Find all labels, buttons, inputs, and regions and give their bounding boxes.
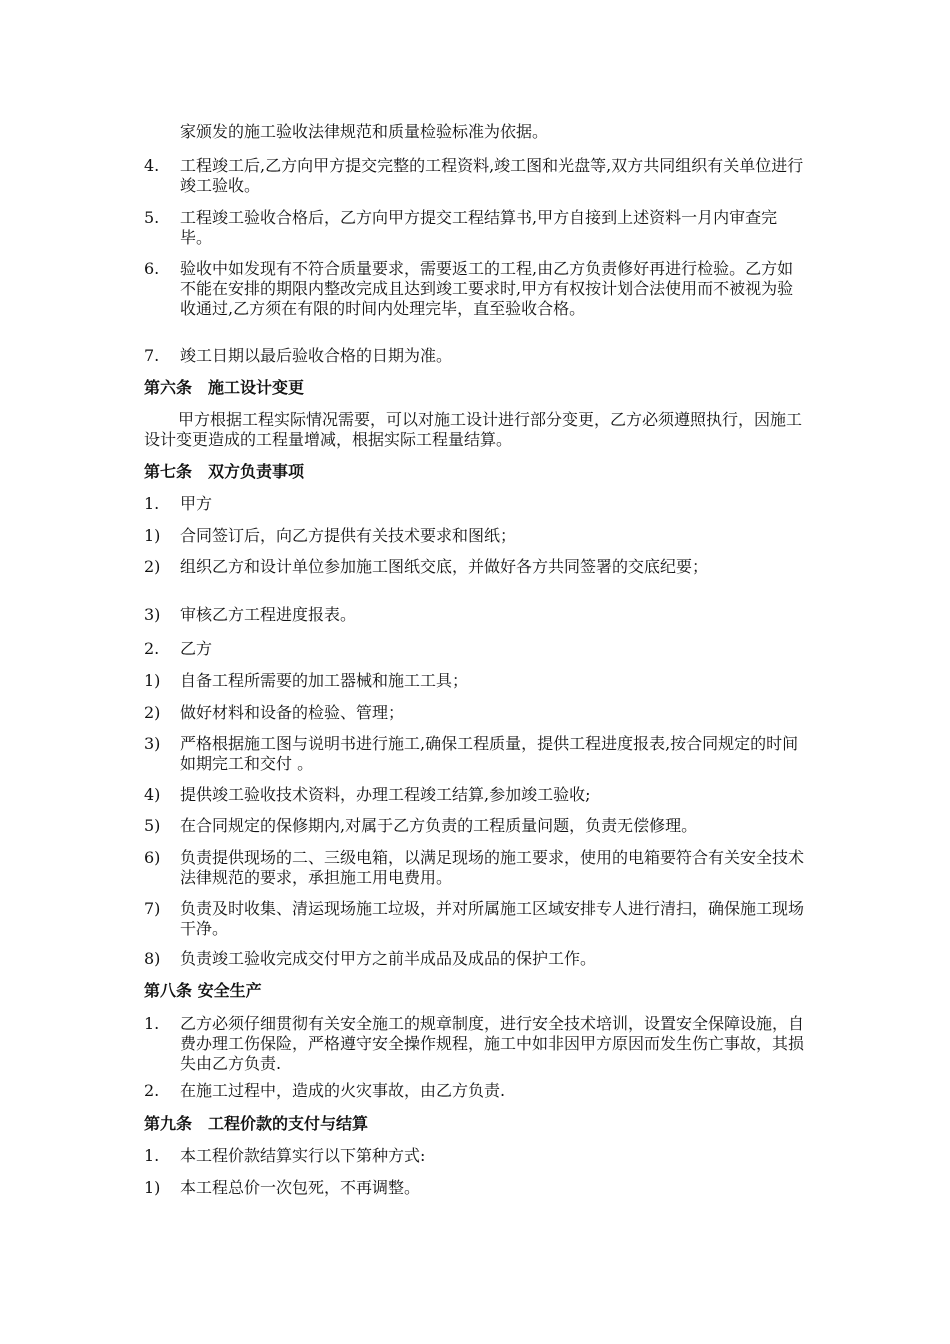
item-text: 工程竣工后,乙方向甲方提交完整的工程资料,竣工图和光盘等,双方共同组织有关单位进行竣工验收。 <box>180 156 804 195</box>
list-item <box>144 259 804 319</box>
item-number: 7. <box>144 346 160 365</box>
item-number: 2. <box>144 639 160 658</box>
item-number: 6) <box>144 848 161 867</box>
list-item <box>144 1081 804 1101</box>
item-number: 5. <box>144 208 160 227</box>
item-text: 乙方 <box>180 639 213 658</box>
item-number: 2) <box>144 703 161 722</box>
list-item <box>144 156 804 196</box>
list-item <box>144 816 804 836</box>
item-number: 1. <box>144 1014 160 1033</box>
list-item <box>144 848 804 888</box>
item-text: 负责竣工验收完成交付甲方之前半成品及成品的保护工作。 <box>180 949 597 968</box>
item-text: 审核乙方工程进度报表。 <box>180 605 357 624</box>
item-text: 验收中如发现有不符合质量要求，需要返工的工程,由乙方负责修好再进行检验。乙方如不能在安排的期限内整改完成且达到竣工要求时,甲方有权按计划合法使用而不被视为验收通过,乙方须在有限的时间内处理完毕，直至验收合格。 <box>180 259 794 318</box>
item-number: 2) <box>144 557 161 576</box>
section-heading: 第八条 安全生产 <box>144 981 262 1000</box>
item-number: 1) <box>144 671 161 690</box>
item-number: 2. <box>144 1081 160 1100</box>
section-paragraph: 甲方根据工程实际情况需要，可以对施工设计进行部分变更，乙方必须遵照执行，因施工设计变更造成的工程量增减，根据实际工程量结算。 <box>144 410 803 449</box>
item-number: 4. <box>144 156 160 175</box>
item-number: 1. <box>144 494 160 513</box>
list-item <box>144 785 804 805</box>
item-number: 3) <box>144 734 161 753</box>
list-item <box>144 494 804 514</box>
item-number: 6. <box>144 259 160 278</box>
list-item <box>144 605 804 625</box>
intro-line: 家颁发的施工验收法律规范和质量检验标准为依据。 <box>180 122 549 141</box>
list-item <box>144 899 804 939</box>
list-item <box>144 208 804 248</box>
item-number: 5) <box>144 816 161 835</box>
item-text: 负责及时收集、清运现场施工垃圾，并对所属施工区域安排专人进行清扫，确保施工现场干净。 <box>180 899 805 938</box>
item-number: 1) <box>144 526 161 545</box>
item-text: 在合同规定的保修期内,对属于乙方负责的工程质量问题，负责无偿修理。 <box>180 816 698 835</box>
item-number: 7) <box>144 899 161 918</box>
item-text: 本工程价款结算实行以下第种方式: <box>180 1146 426 1165</box>
list-item <box>144 671 804 691</box>
list-item <box>144 526 804 546</box>
list-item <box>144 949 804 969</box>
item-number: 8) <box>144 949 161 968</box>
list-item <box>144 1178 804 1198</box>
item-text: 甲方 <box>180 494 213 513</box>
list-item <box>144 1146 804 1166</box>
item-text: 竣工日期以最后验收合格的日期为准。 <box>180 346 453 365</box>
item-text: 工程竣工验收合格后，乙方向甲方提交工程结算书,甲方自接到上述资料一月内审查完毕。 <box>180 208 778 247</box>
item-text: 组织乙方和设计单位参加施工图纸交底，并做好各方共同签署的交底纪要； <box>180 557 709 576</box>
item-text: 乙方必须仔细贯彻有关安全施工的规章制度，进行安全技术培训，设置安全保障设施，自费办理工伤保险，严格遵守安全操作规程，施工中如非因甲方原因而发生伤亡事故，其损失由乙方负责. <box>180 1014 805 1073</box>
item-text: 提供竣工验收技术资料，办理工程竣工结算,参加竣工验收; <box>180 785 591 804</box>
list-item <box>144 734 804 774</box>
section-heading: 第六条 施工设计变更 <box>144 378 305 397</box>
list-item <box>144 346 804 366</box>
item-number: 1) <box>144 1178 161 1197</box>
section-heading: 第七条 双方负责事项 <box>144 462 305 481</box>
item-text: 负责提供现场的二、三级电箱，以满足现场的施工要求，使用的电箱要符合有关安全技术法律规范的要求，承担施工用电费用。 <box>180 848 805 887</box>
list-item <box>144 1014 804 1074</box>
list-item <box>144 703 804 723</box>
item-number: 4) <box>144 785 161 804</box>
list-item <box>144 639 804 659</box>
item-text: 合同签订后，向乙方提供有关技术要求和图纸； <box>180 526 517 545</box>
item-text: 在施工过程中，造成的火灾事故，由乙方负责. <box>180 1081 506 1100</box>
list-item <box>144 557 804 577</box>
item-text: 严格根据施工图与说明书进行施工,确保工程质量，提供工程进度报表,按合同规定的时间如期完工和交付 。 <box>180 734 799 773</box>
item-text: 自备工程所需要的加工器械和施工工具； <box>180 671 469 690</box>
item-text: 本工程总价一次包死，不再调整。 <box>180 1178 421 1197</box>
section-heading: 第九条 工程价款的支付与结算 <box>144 1114 369 1133</box>
item-number: 1. <box>144 1146 160 1165</box>
item-number: 3) <box>144 605 161 624</box>
item-text: 做好材料和设备的检验、管理； <box>180 703 405 722</box>
